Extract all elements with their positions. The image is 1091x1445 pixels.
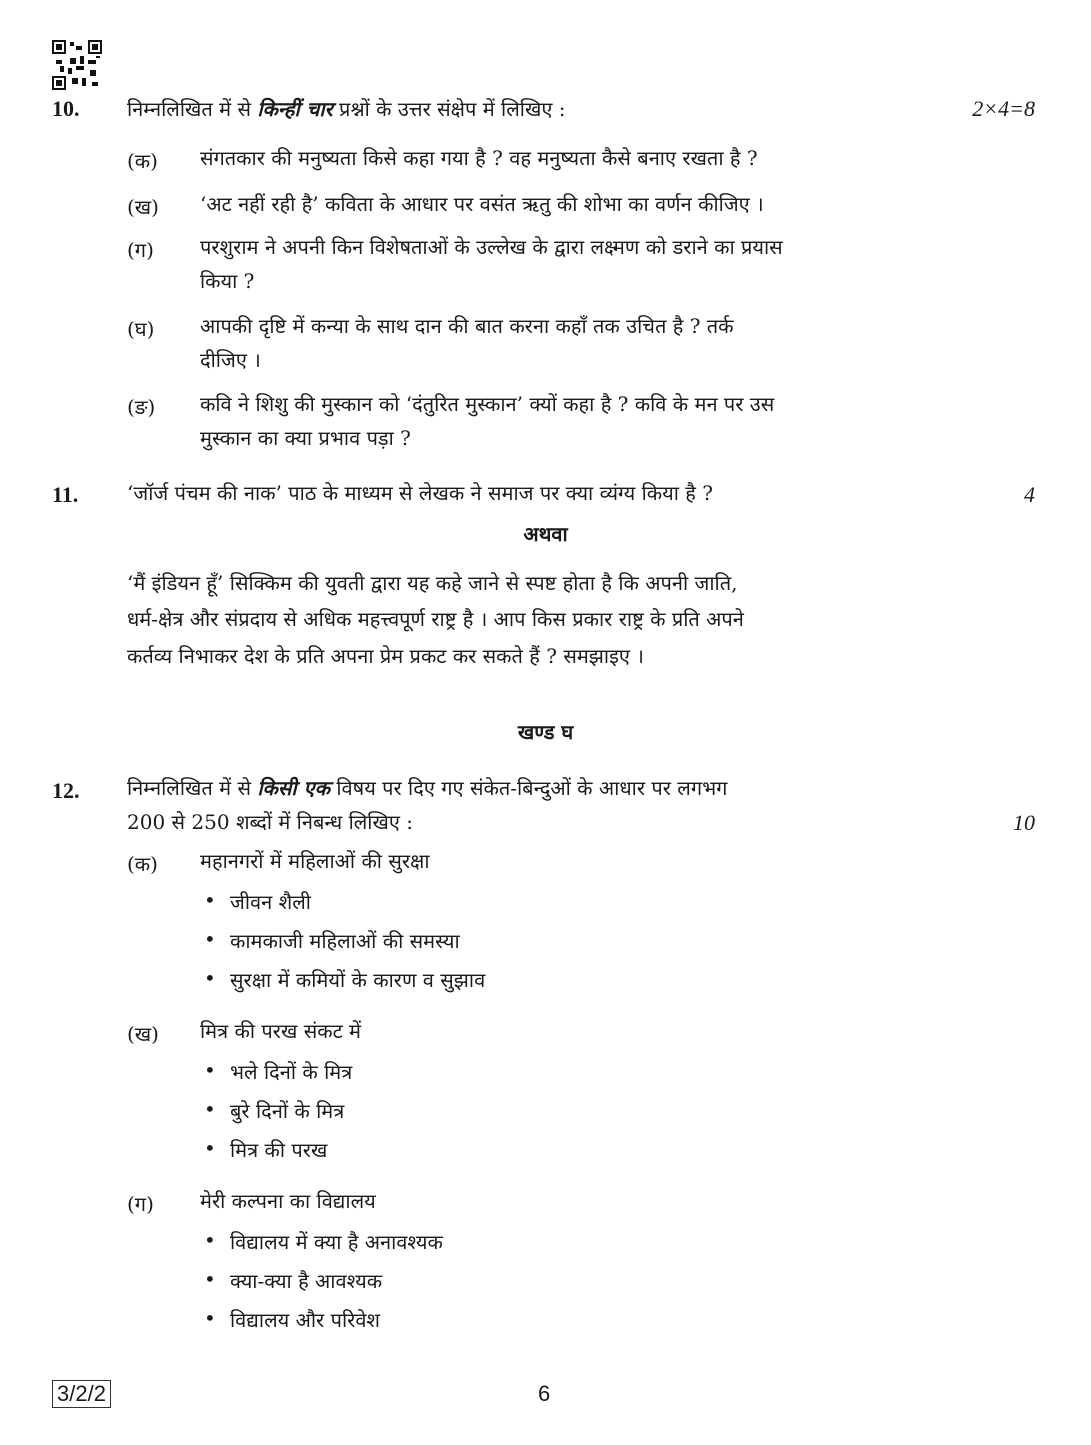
essay-point: • जीवन शैली xyxy=(230,888,311,915)
essay-point: • विद्यालय और परिवेश xyxy=(230,1306,380,1333)
essay-point: • विद्यालय में क्या है अनावश्यक xyxy=(230,1228,443,1255)
question-text-prefix: निम्नलिखित में से xyxy=(127,97,258,121)
question-emphasis: किन्हीं चार xyxy=(257,97,333,121)
sub-question-text: संगतकार की मनुष्यता किसे कहा गया है ? वह मनुष्यता कैसे बनाए रखता है ? xyxy=(200,146,758,170)
sub-question-text: किया ? xyxy=(200,269,255,293)
sub-question-text: मुस्कान का क्या प्रभाव पड़ा ? xyxy=(200,426,411,450)
essay-point: • मित्र की परख xyxy=(230,1136,327,1163)
section-heading: खण्ड घ xyxy=(517,720,574,744)
sub-question-label: (घ) xyxy=(127,317,155,341)
alternate-question-text: धर्म-क्षेत्र और संप्रदाय से अधिक महत्त्वपूर्ण राष्ट्र है । आप किस प्रकार राष्ट्र के प्रति अपने xyxy=(127,607,744,631)
sub-question-text: आपकी दृष्टि में कन्या के साथ दान की बात करना कहाँ तक उचित है ? तर्क xyxy=(200,314,734,338)
essay-point: • क्या-क्या है आवश्यक xyxy=(230,1267,382,1294)
essay-topic-label: (ग) xyxy=(127,1192,154,1216)
alternate-question-text: कर्तव्य निभाकर देश के प्रति अपना प्रेम प्रकट कर सकते हैं ? समझाइए । xyxy=(127,644,644,668)
question-number: 10. xyxy=(52,96,80,121)
qr-code-icon xyxy=(52,40,102,90)
question-text xyxy=(127,93,565,126)
sub-question-text: परशुराम ने अपनी किन विशेषताओं के उल्लेख के द्वारा लक्ष्मण को डराने का प्रयास xyxy=(200,235,783,259)
paper-code: 3/2/2 xyxy=(52,1380,111,1408)
essay-point: • सुरक्षा में कमियों के कारण व सुझाव xyxy=(230,966,485,993)
question-marks: 10 xyxy=(1013,810,1035,835)
sub-question-text: ‘अट नहीं रही है’ कविता के आधार पर वसंत ऋतु की शोभा का वर्णन कीजिए । xyxy=(200,192,764,216)
question-number: 12. xyxy=(52,778,80,803)
question-number: 11. xyxy=(52,482,79,507)
essay-point: • भले दिनों के मित्र xyxy=(230,1058,352,1085)
question-text: ‘जॉर्ज पंचम की नाक’ पाठ के माध्यम से लेखक ने समाज पर क्या व्यंग्य किया है ? xyxy=(127,481,713,505)
essay-topic-title: महानगरों में महिलाओं की सुरक्षा xyxy=(200,849,430,873)
essay-topic-title: मेरी कल्पना का विद्यालय xyxy=(200,1189,376,1213)
essay-point: • कामकाजी महिलाओं की समस्या xyxy=(230,927,460,954)
or-heading: अथवा xyxy=(523,522,568,546)
essay-topic-label: (क) xyxy=(127,852,158,876)
sub-question-label: (ङ) xyxy=(127,395,156,419)
question-text xyxy=(127,772,980,805)
page-number: 6 xyxy=(538,1381,551,1406)
sub-question-text: दीजिए । xyxy=(200,348,261,372)
sub-question-label: (ख) xyxy=(127,195,159,219)
essay-topic-label: (ख) xyxy=(127,1022,159,1046)
sub-question-label: (क) xyxy=(127,149,158,173)
question-marks: 2×4=8 xyxy=(972,96,1035,121)
question-text: 200 से 250 शब्दों में निबन्ध लिखिए : xyxy=(127,810,414,834)
question-text-suffix: विषय पर दिए गए संकेत-बिन्दुओं के आधार पर लगभग xyxy=(329,776,728,800)
sub-question-label: (ग) xyxy=(127,238,154,262)
question-marks: 4 xyxy=(1024,482,1035,507)
question-text-suffix: प्रश्नों के उत्तर संक्षेप में लिखिए : xyxy=(332,97,566,121)
question-text-prefix: निम्नलिखित में से xyxy=(127,776,258,800)
essay-topic-title: मित्र की परख संकट में xyxy=(200,1019,361,1043)
sub-question-text: कवि ने शिशु की मुस्कान को ‘दंतुरित मुस्कान’ क्यों कहा है ? कवि के मन पर उस xyxy=(200,392,775,416)
essay-point: • बुरे दिनों के मित्र xyxy=(230,1097,344,1124)
alternate-question-text: ‘मैं इंडियन हूँ’ सिक्किम की युवती द्वारा यह कहे जाने से स्पष्ट होता है कि अपनी जाति, xyxy=(127,571,738,595)
question-emphasis: किसी एक xyxy=(257,776,330,800)
